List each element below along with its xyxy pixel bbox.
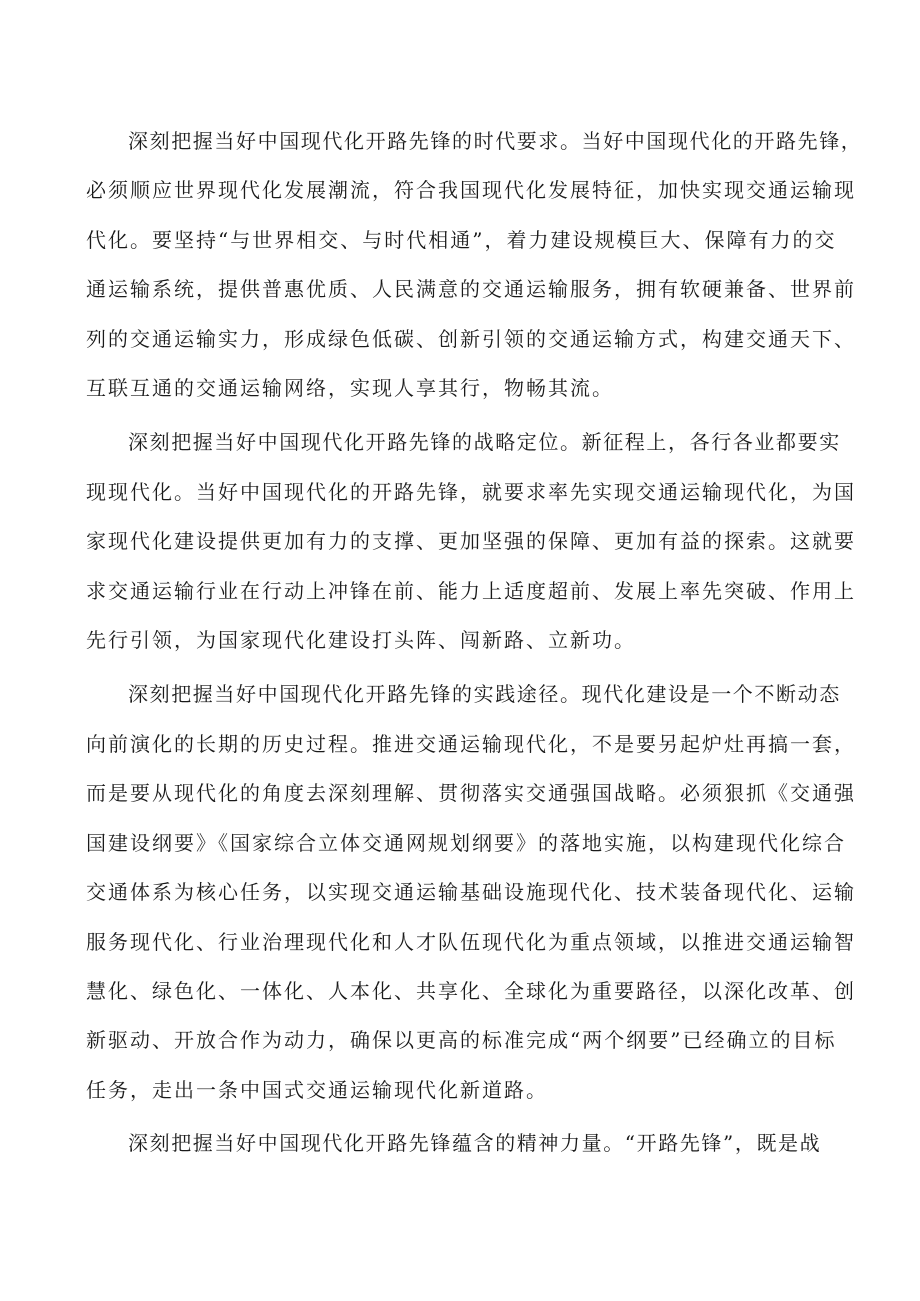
text-line: 深刻把握当好中国现代化开路先锋的时代要求。当好中国现代化的开路先锋， xyxy=(128,129,863,153)
text-line: 深刻把握当好中国现代化开路先锋蕴含的精神力量。“开路先锋”，既是战 xyxy=(128,1131,822,1155)
text-line: 新驱动、开放合作为动力，确保以更高的标准完成“两个纲要”已经确立的目标 xyxy=(86,1028,837,1052)
text-line: 现现代化。当好中国现代化的开路先锋，就要求率先实现交通运输现代化，为国 xyxy=(86,480,856,504)
text-line: 深刻把握当好中国现代化开路先锋的实践途径。现代化建设是一个不断动态 xyxy=(128,682,841,706)
text-line: 互联互通的交通运输网络，实现人享其行，物畅其流。 xyxy=(86,376,614,400)
text-line: 国建设纲要》《国家综合立体交通网规划纲要》的落地实施，以构建现代化综合 xyxy=(86,831,846,855)
text-line: 代化。要坚持“与世界相交、与时代相通”，着力建设规模巨大、保障有力的交 xyxy=(86,228,837,252)
text-line: 先行引领，为国家现代化建设打头阵、闯新路、立新功。 xyxy=(86,628,636,652)
text-line: 深刻把握当好中国现代化开路先锋的战略定位。新征程上，各行各业都要实 xyxy=(128,430,841,454)
text-line: 通运输系统，提供普惠优质、人民满意的交通运输服务，拥有软硬兼备、世界前 xyxy=(86,277,856,301)
text-line: 交通体系为核心任务，以实现交通运输基础设施现代化、技术装备现代化、运输 xyxy=(86,880,856,904)
text-line: 任务，走出一条中国式交通运输现代化新道路。 xyxy=(86,1078,548,1102)
text-line: 慧化、绿色化、一体化、人本化、共享化、全球化为重要路径，以深化改革、创 xyxy=(86,979,856,1003)
text-line: 而是要从现代化的角度去深刻理解、贯彻落实交通强国战略。必须狠抓《交通强 xyxy=(86,781,856,805)
text-line: 求交通运输行业在行动上冲锋在前、能力上适度超前、发展上率先突破、作用上 xyxy=(86,579,856,603)
text-line: 向前演化的长期的历史过程。推进交通运输现代化，不是要另起炉灶再搞一套， xyxy=(86,732,856,756)
text-line: 服务现代化、行业治理现代化和人才队伍现代化为重点领域，以推进交通运输智 xyxy=(86,930,856,954)
text-line: 列的交通运输实力，形成绿色低碳、创新引领的交通运输方式，构建交通天下、 xyxy=(86,327,856,351)
text-line: 必须顺应世界现代化发展潮流，符合我国现代化发展特征，加快实现交通运输现 xyxy=(86,178,856,202)
text-line: 家现代化建设提供更加有力的支撑、更加坚强的保障、更加有益的探索。这就要 xyxy=(86,529,856,553)
